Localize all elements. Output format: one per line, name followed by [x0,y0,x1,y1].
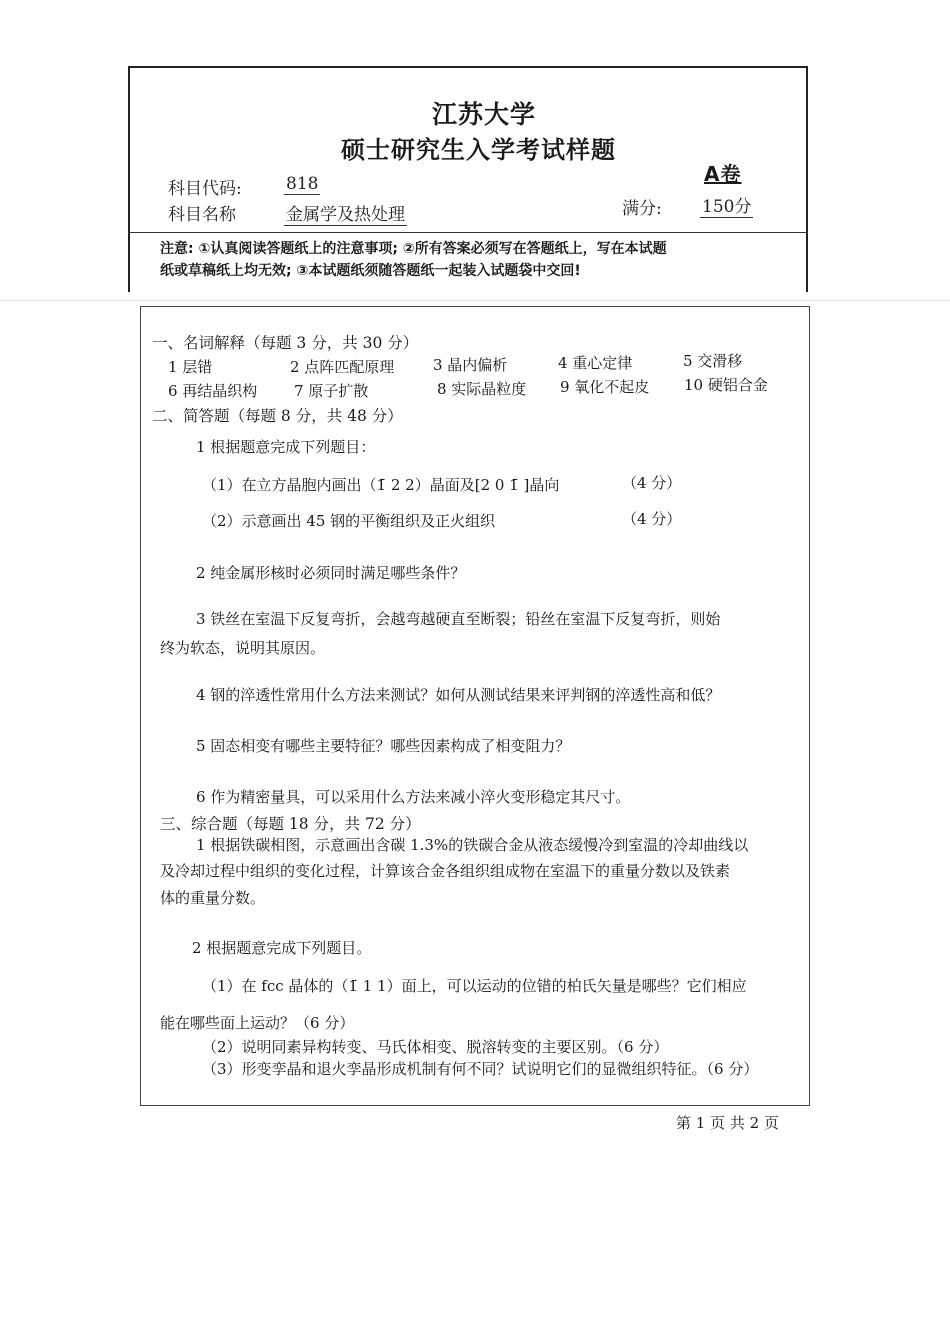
paper-label: A卷 [704,162,742,186]
s3-question-2: 2 根据题意完成下列题目。 [192,939,372,957]
s3-question-1-line-3: 体的重量分数。 [160,889,266,907]
subject-name-label: 科目名称 [168,205,236,225]
term-7: 7 原子扩散 [294,382,369,400]
term-1: 1 层错 [168,358,213,376]
scan-line [0,300,950,301]
s2-question-5: 5 固态相变有哪些主要特征？哪些因素构成了相变阻力？ [196,737,571,755]
section-2-heading: 二、简答题（每题 8 分，共 48 分） [152,407,403,425]
s3-question-1-line-1: 1 根据铁碳相图，示意画出含碳 1.3%的铁碳合金从液态缓慢冷到室温的冷却曲线以 [196,836,749,854]
s3-question-2a-line-1: （1）在 fcc 晶体的（1̄ 1 1）面上，可以运动的位错的柏氏矢量是哪些？它们相应 [202,977,747,995]
term-10: 10 硬铝合金 [684,376,768,394]
term-3: 3 晶内偏析 [433,356,508,374]
term-8: 8 实际晶粒度 [437,380,527,398]
subject-name-value: 金属学及热处理 [284,200,407,226]
s2-question-3-line-1: 3 铁丝在室温下反复弯折，会越弯越硬直至断裂；铅丝在室温下反复弯折，则始 [196,610,721,628]
section-1-heading: 一、名词解释（每题 3 分，共 30 分） [152,334,419,352]
s2-question-1b: （2）示意画出 45 钢的平衡组织及正火组织 [202,512,496,530]
s2-question-6: 6 作为精密量具，可以采用什么方法来减小淬火变形稳定其尺寸。 [196,788,631,806]
s3-question-2c: （3）形变孪晶和退火孪晶形成机制有何不同？试说明它们的显微组织特征。（6 分） [202,1060,759,1078]
university-name: 江苏大学 [432,100,537,129]
s2-question-1: 1 根据题意完成下列题目： [196,438,376,456]
s3-question-1-line-2: 及冷却过程中组织的变化过程，计算该合金各组织组成物在室温下的重量分数以及铁素 [160,862,731,880]
header-divider [130,232,806,233]
term-2: 2 点阵匹配原理 [290,358,395,376]
full-score-label: 满分: [622,199,662,219]
section-3-heading: 三、综合题（每题 18 分，共 72 分） [160,815,421,833]
s2-question-4: 4 钢的淬透性常用什么方法来测试？如何从测试结果来评判钢的淬透性高和低？ [196,686,721,704]
page-number: 第 1 页 共 2 页 [676,1114,779,1132]
s3-question-2a-line-2: 能在哪些面上运动？（6 分） [160,1014,355,1032]
full-score-value: 150分 [700,192,753,218]
term-9: 9 氧化不起皮 [560,378,650,396]
term-4: 4 重心定律 [558,354,633,372]
term-5: 5 交滑移 [683,352,743,370]
s2-question-3-line-2: 终为软态，说明其原因。 [160,639,326,657]
subject-code-label: 科目代码: [168,179,242,199]
term-6: 6 再结晶织构 [168,382,258,400]
s2-question-1a-score: （4 分） [622,474,682,492]
s2-question-1a: （1）在立方晶胞内画出（1̄ 2 2）晶面及[2 0 1̄ ]晶向 [202,476,560,494]
s3-question-2b: （2）说明同素异构转变、马氏体相变、脱溶转变的主要区别。（6 分） [202,1038,669,1056]
subject-code-value: 818 [286,174,319,194]
exam-title: 硕士研究生入学考试样题 [341,136,616,164]
notice-line-1: 注意: ①认真阅读答题纸上的注意事项; ②所有答案必须写在答题纸上，写在本试题 [160,241,667,257]
notice-line-2: 纸或草稿纸上均无效; ③本试题纸须随答题纸一起装入试题袋中交回! [160,263,581,279]
s2-question-1b-score: （4 分） [622,510,682,528]
s2-question-2: 2 纯金属形核时必须同时满足哪些条件？ [196,564,466,582]
